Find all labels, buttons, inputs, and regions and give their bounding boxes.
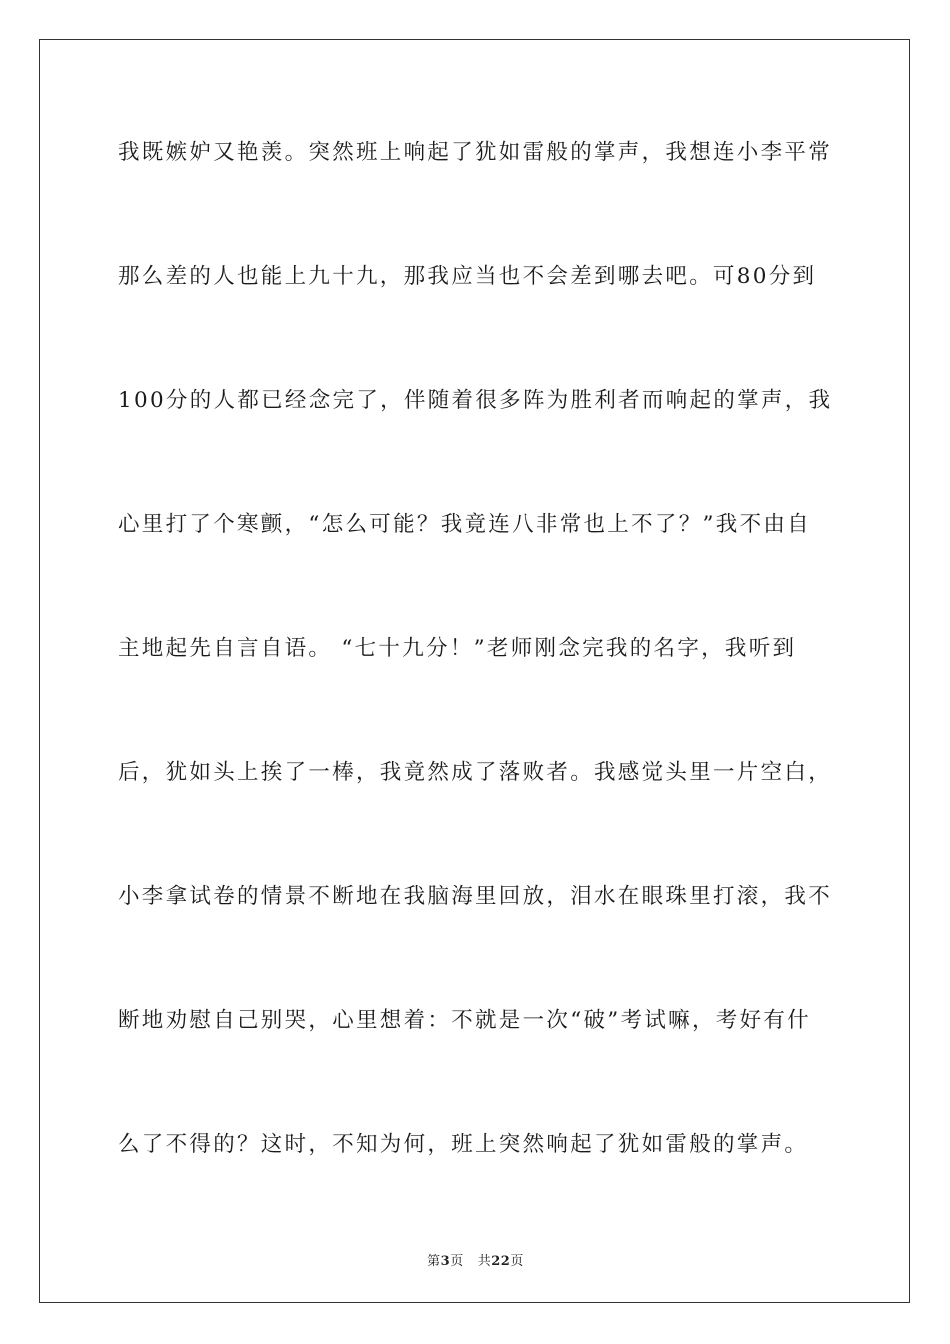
page-footer: [40, 1250, 911, 1269]
text-line-2: 那么差的人也能上九十九，那我应当也不会差到哪去吧。可80分到: [118, 264, 817, 289]
text-line-5: 主地起先自言自语。 “七十九分！”老师刚念完我的名字，我听到: [118, 636, 797, 661]
page-prefix: 第: [427, 1254, 441, 1269]
text-line-6: 后，犹如头上挨了一棒，我竟然成了落败者。我感觉头里一片空白，: [118, 760, 833, 785]
page-number: 3: [440, 1254, 451, 1269]
text-line-9: 么了不得的？这时，不知为何，班上突然响起了犹如雷般的掌声。: [118, 1132, 809, 1157]
text-line-7: 小李拿试卷的情景不断地在我脑海里回放，泪水在眼珠里打滚，我不: [118, 884, 833, 909]
total-pages: 22: [491, 1254, 511, 1269]
page-frame: [39, 39, 910, 1303]
total-prefix: 共: [477, 1254, 492, 1269]
total-suffix: 页: [510, 1254, 524, 1269]
page-suffix: 页: [450, 1254, 464, 1269]
text-line-3: 100分的人都已经念完了，伴随着很多阵为胜利者而响起的掌声，我: [118, 388, 833, 413]
text-line-4: 心里打了个寒颤，“怎么可能？我竟连八非常也上不了？”我不由自: [118, 512, 811, 537]
text-line-1: 我既嫉妒又艳羡。突然班上响起了犹如雷般的掌声，我想连小李平常: [118, 140, 833, 165]
body-text: [118, 135, 838, 1251]
text-line-8: 断地劝慰自己别哭，心里想着：不就是一次“破”考试嘛，考好有什: [118, 1008, 811, 1033]
